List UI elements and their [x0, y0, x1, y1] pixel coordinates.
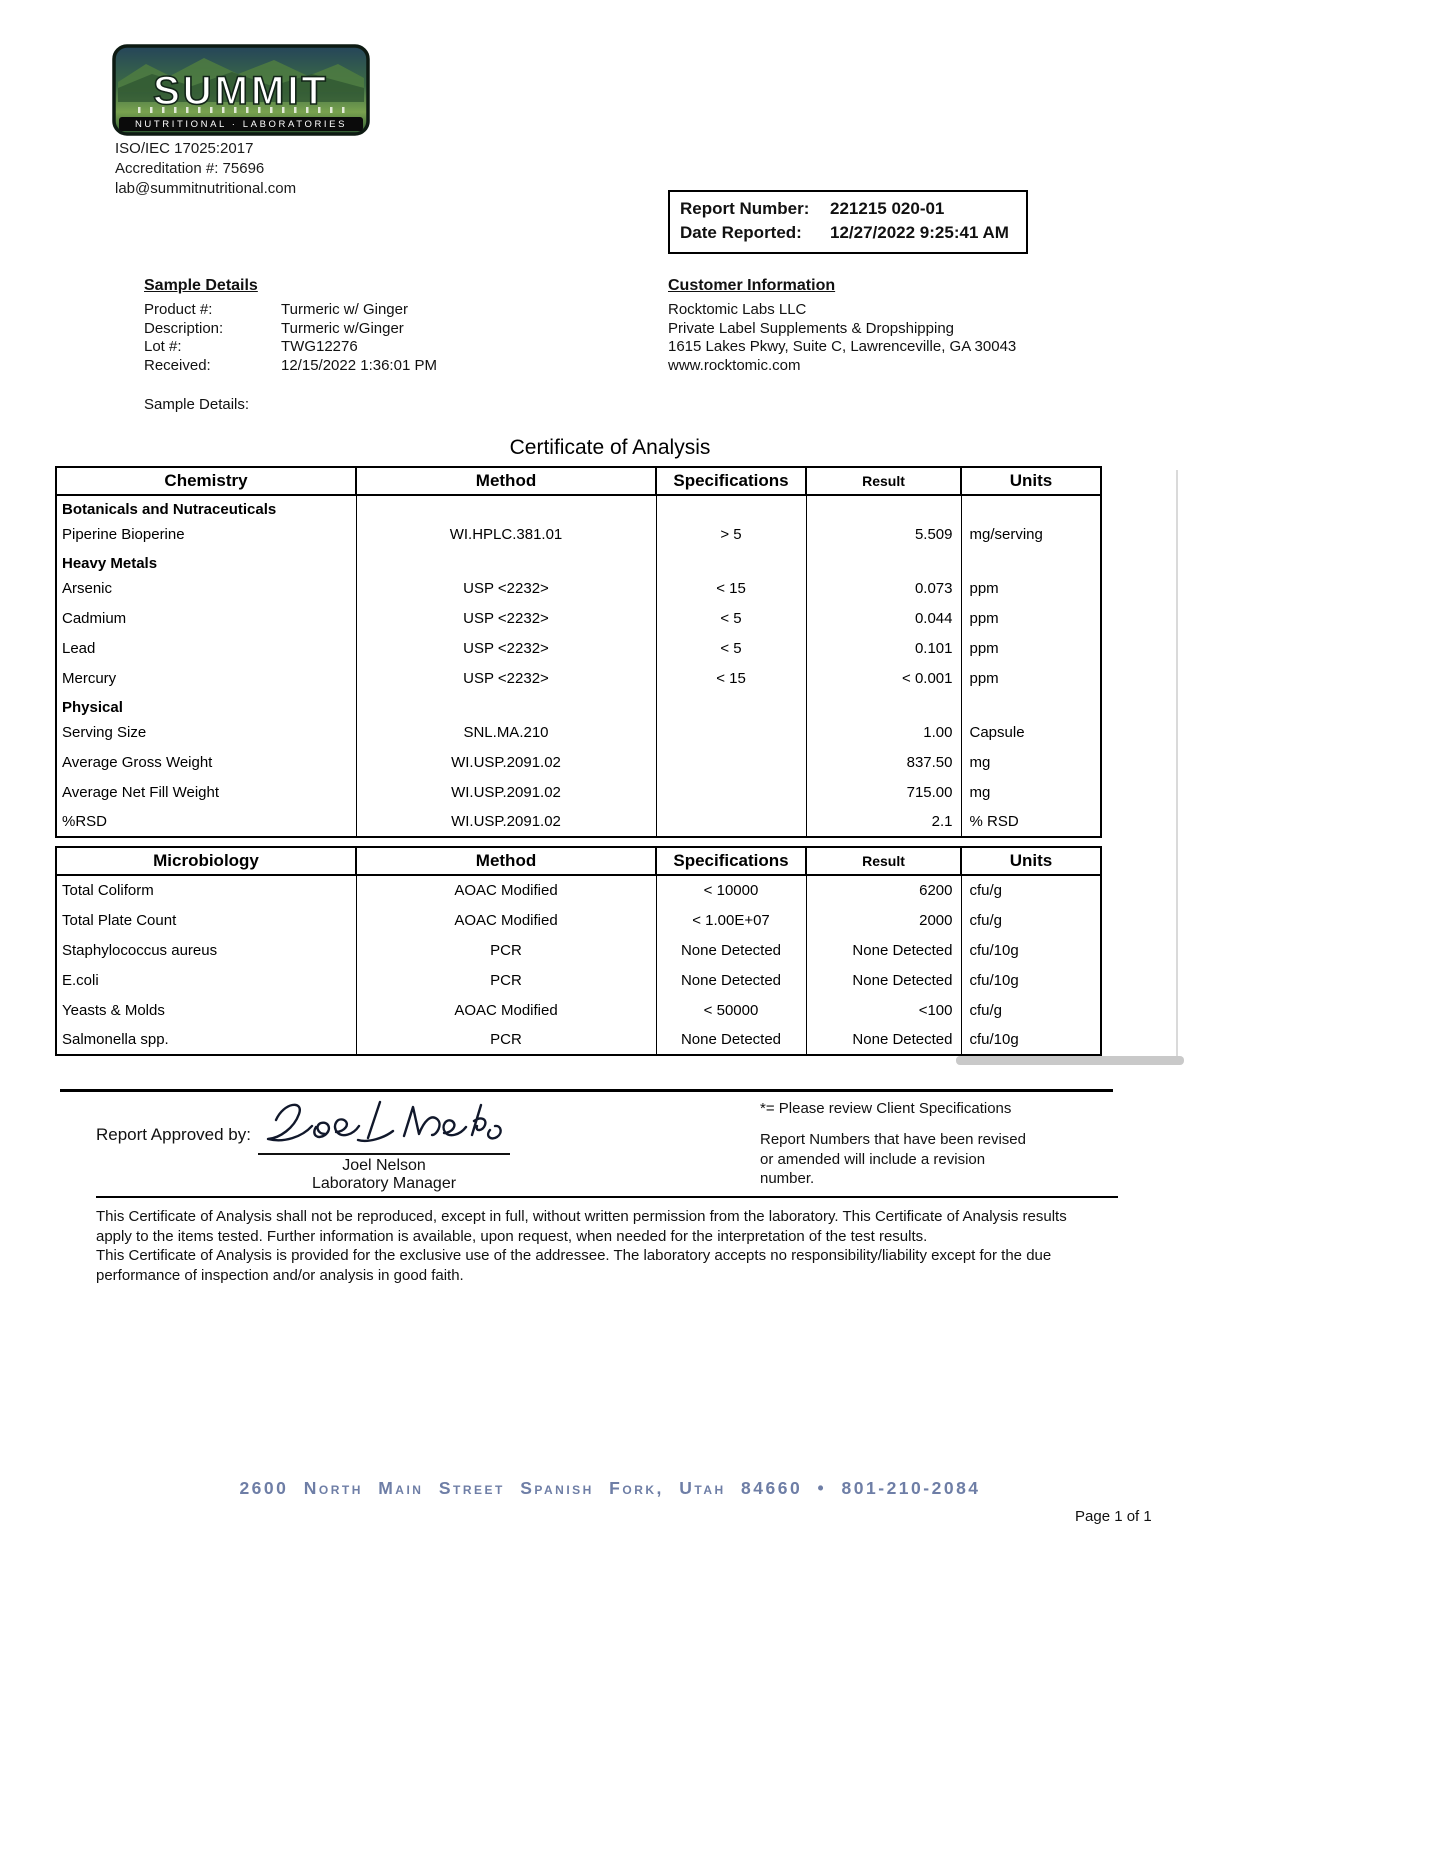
- method-cell: WI.USP.2091.02: [356, 747, 656, 777]
- date-reported-label: Date Reported:: [680, 223, 802, 242]
- report-box: [668, 190, 1028, 254]
- summit-logo-graphic: [112, 44, 370, 136]
- disclaimer-paragraph-1: This Certificate of Analysis shall not be reproduced, except in full, without written permission from the laboratory. This Certificate of Analysis results apply to the items tested. Further information is available, upon request, when needed for the interpretation of the test results.: [96, 1208, 1067, 1245]
- column-header-result: Result: [806, 467, 961, 495]
- field-row-received: [144, 357, 437, 376]
- report-number-row: [680, 197, 1016, 221]
- empty-cell: [806, 549, 961, 573]
- analyte-name: Lead: [56, 633, 356, 663]
- iso-line: ISO/IEC 17025:2017: [115, 140, 254, 157]
- analyte-name: Average Gross Weight: [56, 747, 356, 777]
- report-number-value: 221215 020-01: [830, 199, 945, 218]
- method-cell: USP <2232>: [356, 633, 656, 663]
- result-cell: 0.044: [806, 603, 961, 633]
- customer-tagline: Private Label Supplements & Dropshipping: [668, 319, 955, 337]
- column-header-microbiology: Microbiology: [56, 847, 356, 875]
- column-header-units: Units: [961, 467, 1101, 495]
- result-cell: 0.101: [806, 633, 961, 663]
- table-row: [56, 519, 1101, 549]
- signature: [253, 1094, 510, 1154]
- specification-cell: None Detected: [656, 965, 806, 995]
- lab-info: [115, 139, 296, 199]
- page-title: Certificate of Analysis: [509, 436, 711, 459]
- logo-text: SUMMIT: [153, 69, 329, 113]
- column-header-specifications: Specifications: [656, 467, 806, 495]
- scan-artifact-bar: [956, 1056, 1184, 1065]
- scan-artifact-line: [1176, 470, 1178, 1064]
- column-header-specifications: Specifications: [656, 847, 806, 875]
- date-reported-row: [680, 221, 1016, 245]
- units-cell: cfu/10g: [961, 1025, 1101, 1055]
- report-approved-by-label: Report Approved by:: [96, 1125, 251, 1144]
- units-cell: cfu/10g: [961, 965, 1101, 995]
- analyte-name: Staphylococcus aureus: [56, 935, 356, 965]
- lot-value: TWG12276: [281, 338, 358, 355]
- analyte-name: Cadmium: [56, 603, 356, 633]
- logo-subtitle-text: NUTRITIONAL · LABORATORIES: [134, 119, 348, 130]
- table-row: [56, 747, 1101, 777]
- sample-details-fields: [144, 301, 437, 375]
- analyte-name: Total Plate Count: [56, 905, 356, 935]
- table-row: [56, 1025, 1101, 1055]
- empty-cell: [656, 495, 806, 519]
- client-spec-note: *= Please review Client Specifications: [760, 1100, 1012, 1117]
- result-cell: None Detected: [806, 1025, 961, 1055]
- units-cell: cfu/10g: [961, 935, 1101, 965]
- method-cell: WI.USP.2091.02: [356, 807, 656, 837]
- divider-rule-2: [96, 1196, 1118, 1198]
- received-label: Received:: [144, 356, 211, 374]
- description-label: Description:: [144, 319, 224, 337]
- section-label: Heavy Metals: [56, 549, 356, 573]
- units-cell: mg: [961, 747, 1101, 777]
- result-cell: <100: [806, 995, 961, 1025]
- result-cell: 837.50: [806, 747, 961, 777]
- description-value: Turmeric w/Ginger: [281, 319, 404, 337]
- accreditation-line: Accreditation #: 75696: [115, 160, 265, 177]
- method-cell: AOAC Modified: [356, 875, 656, 905]
- specification-cell: < 5: [656, 603, 806, 633]
- method-cell: WI.HPLC.381.01: [356, 519, 656, 549]
- field-row-product: [144, 301, 437, 320]
- signer-title: Laboratory Manager: [311, 1175, 457, 1192]
- result-cell: 0.073: [806, 573, 961, 603]
- lab-email: lab@summitnutritional.com: [115, 180, 297, 197]
- units-cell: ppm: [961, 603, 1101, 633]
- analyte-name: E.coli: [56, 965, 356, 995]
- table-row: [56, 603, 1101, 633]
- sample-details-heading: Sample Details: [144, 277, 258, 294]
- method-cell: USP <2232>: [356, 573, 656, 603]
- table-row: [56, 573, 1101, 603]
- empty-cell: [356, 549, 656, 573]
- empty-cell: [961, 495, 1101, 519]
- product-label: Product #:: [144, 301, 213, 318]
- units-cell: mg/serving: [961, 519, 1101, 549]
- units-cell: % RSD: [961, 807, 1101, 837]
- units-cell: cfu/g: [961, 995, 1101, 1025]
- table-row: [56, 995, 1101, 1025]
- analyte-name: Serving Size: [56, 717, 356, 747]
- method-cell: PCR: [356, 1025, 656, 1055]
- table-row: [56, 717, 1101, 747]
- customer-name: Rocktomic Labs LLC: [668, 301, 807, 318]
- empty-cell: [656, 549, 806, 573]
- chemistry-table: [55, 466, 1102, 838]
- specification-cell: [656, 747, 806, 777]
- table-row: [56, 663, 1101, 693]
- result-cell: 715.00: [806, 777, 961, 807]
- analyte-name: Yeasts & Molds: [56, 995, 356, 1025]
- method-cell: AOAC Modified: [356, 905, 656, 935]
- method-cell: PCR: [356, 935, 656, 965]
- disclaimer-paragraph-2: This Certificate of Analysis is provided for the exclusive use of the addressee. The laboratory accepts no responsibility/liability except for the due performance of inspection and/or analysis in good faith.: [96, 1247, 1052, 1284]
- specification-cell: < 1.00E+07: [656, 905, 806, 935]
- page-number: Page 1 of 1: [1075, 1508, 1152, 1525]
- table-row: [56, 935, 1101, 965]
- method-cell: USP <2232>: [356, 603, 656, 633]
- customer-website: www.rocktomic.com: [668, 356, 801, 374]
- method-cell: PCR: [356, 965, 656, 995]
- specification-cell: None Detected: [656, 935, 806, 965]
- specification-cell: [656, 807, 806, 837]
- analyte-name: Average Net Fill Weight: [56, 777, 356, 807]
- customer-information: [668, 301, 1016, 375]
- units-cell: cfu/g: [961, 875, 1101, 905]
- received-value: 12/15/2022 1:36:01 PM: [281, 356, 437, 374]
- method-cell: USP <2232>: [356, 663, 656, 693]
- empty-cell: [656, 693, 806, 717]
- empty-cell: [961, 693, 1101, 717]
- empty-cell: [356, 693, 656, 717]
- empty-cell: [356, 495, 656, 519]
- column-header-result: Result: [806, 847, 961, 875]
- microbiology-table: [55, 846, 1102, 1056]
- specification-cell: < 15: [656, 663, 806, 693]
- result-cell: None Detected: [806, 935, 961, 965]
- units-cell: ppm: [961, 663, 1101, 693]
- table-row: [56, 965, 1101, 995]
- specification-cell: < 10000: [656, 875, 806, 905]
- specification-cell: [656, 717, 806, 747]
- chemistry-header-row: [56, 467, 1101, 495]
- field-row-lot: [144, 338, 437, 357]
- section-row-botanicals: [56, 495, 1101, 519]
- table-row: [56, 777, 1101, 807]
- result-cell: 2.1: [806, 807, 961, 837]
- field-row-description: [144, 320, 437, 339]
- units-cell: mg: [961, 777, 1101, 807]
- specification-cell: < 50000: [656, 995, 806, 1025]
- table-row: [56, 807, 1101, 837]
- sample-details-extra-label: Sample Details:: [144, 396, 250, 413]
- column-header-chemistry: Chemistry: [56, 467, 356, 495]
- section-row-heavy-metals: [56, 549, 1101, 573]
- specification-cell: < 15: [656, 573, 806, 603]
- specification-cell: > 5: [656, 519, 806, 549]
- specification-cell: [656, 777, 806, 807]
- lab-logo: [112, 44, 370, 136]
- result-cell: 1.00: [806, 717, 961, 747]
- disclaimer: [96, 1207, 1098, 1285]
- result-cell: None Detected: [806, 965, 961, 995]
- table-row: [56, 875, 1101, 905]
- empty-cell: [961, 549, 1101, 573]
- result-cell: < 0.001: [806, 663, 961, 693]
- table-row: [56, 905, 1101, 935]
- divider-rule: [60, 1089, 1113, 1092]
- specification-cell: < 5: [656, 633, 806, 663]
- signature-line: [258, 1153, 510, 1155]
- lot-label: Lot #:: [144, 338, 182, 355]
- analyte-name: Arsenic: [56, 573, 356, 603]
- empty-cell: [806, 693, 961, 717]
- microbiology-header-row: [56, 847, 1101, 875]
- analyte-name: %RSD: [56, 807, 356, 837]
- column-header-units: Units: [961, 847, 1101, 875]
- lab-address-footer: 2600 North Main Street Spanish Fork, Utah 84660 • 801-210-2084: [239, 1478, 981, 1498]
- units-cell: cfu/g: [961, 905, 1101, 935]
- table-row: [56, 633, 1101, 663]
- signature-stroke: [268, 1102, 501, 1141]
- units-cell: ppm: [961, 573, 1101, 603]
- method-cell: SNL.MA.210: [356, 717, 656, 747]
- method-cell: AOAC Modified: [356, 995, 656, 1025]
- specification-cell: None Detected: [656, 1025, 806, 1055]
- units-cell: ppm: [961, 633, 1101, 663]
- column-header-method: Method: [356, 847, 656, 875]
- result-cell: 2000: [806, 905, 961, 935]
- section-label: Physical: [56, 693, 356, 717]
- customer-address: 1615 Lakes Pkwy, Suite C, Lawrenceville, GA 30043: [668, 338, 1017, 355]
- analyte-name: Mercury: [56, 663, 356, 693]
- section-label: Botanicals and Nutraceuticals: [56, 495, 356, 519]
- analyte-name: Total Coliform: [56, 875, 356, 905]
- customer-information-heading: Customer Information: [668, 277, 836, 294]
- analyte-name: Salmonella spp.: [56, 1025, 356, 1055]
- product-value: Turmeric w/ Ginger: [281, 301, 408, 318]
- result-cell: 6200: [806, 875, 961, 905]
- result-cell: 5.509: [806, 519, 961, 549]
- signer-name: Joel Nelson: [342, 1157, 426, 1174]
- column-header-method: Method: [356, 467, 656, 495]
- empty-cell: [806, 495, 961, 519]
- revision-note: Report Numbers that have been revised or amended will include a revision number.: [760, 1131, 1026, 1187]
- report-number-label: Report Number:: [680, 199, 810, 218]
- section-row-physical: [56, 693, 1101, 717]
- date-reported-value: 12/27/2022 9:25:41 AM: [830, 223, 1009, 242]
- units-cell: Capsule: [961, 717, 1101, 747]
- method-cell: WI.USP.2091.02: [356, 777, 656, 807]
- analyte-name: Piperine Bioperine: [56, 519, 356, 549]
